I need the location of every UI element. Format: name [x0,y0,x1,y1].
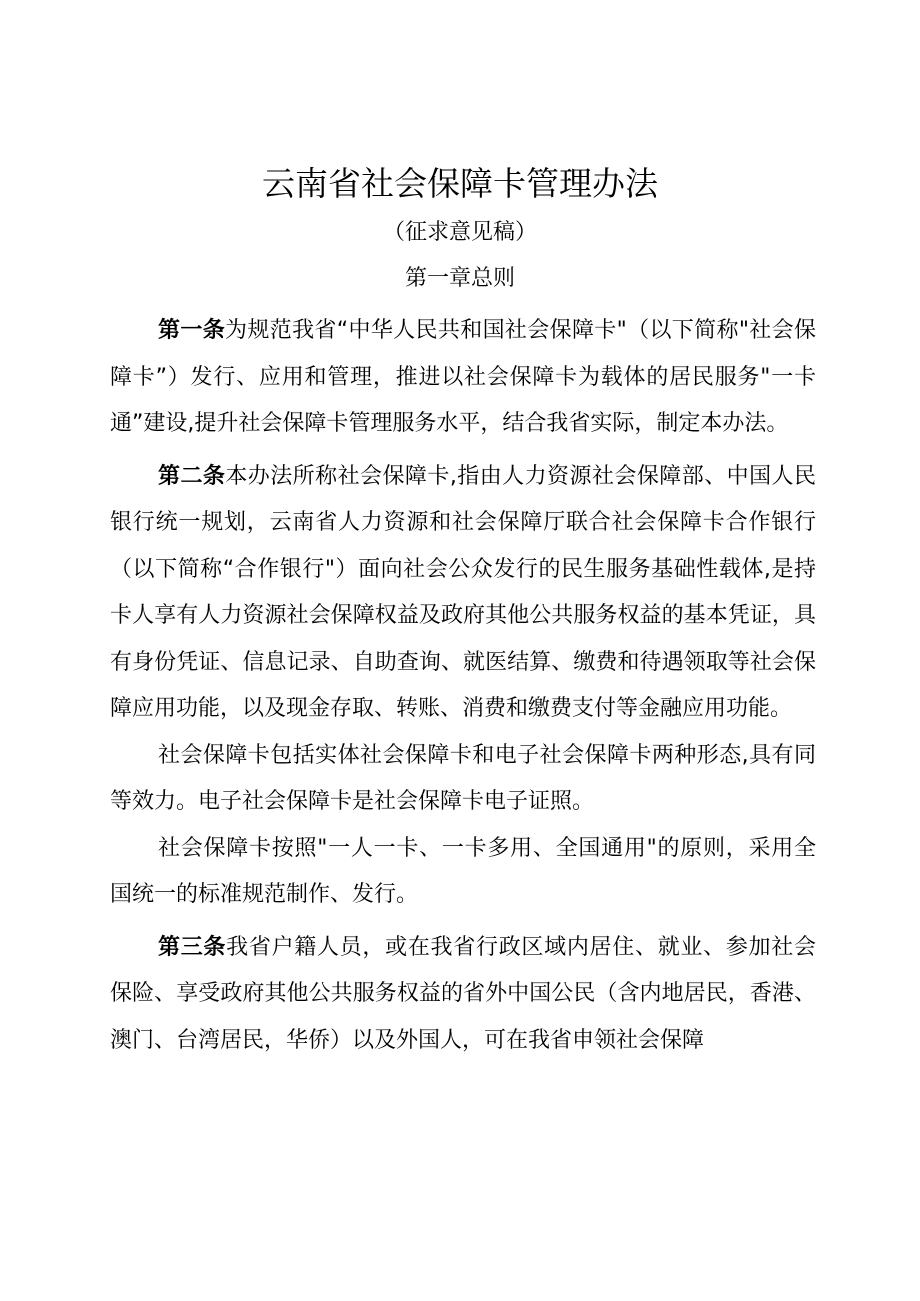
article-number: 第一条 [158,318,226,343]
paragraph-text: 我省户籍人员，或在我省行政区域内居住、就业、参加社会保险、享受政府其他公共服务权益的省外中国公民（含内地居民，香港、澳门、台湾居民，华侨）以及外国人，可在我省申领社会保障 [110,934,816,1053]
paragraph-text: 社会保障卡包括实体社会保障卡和电子社会保障卡两种形态,具有同等效力。电子社会保障卡是社会保障卡电子证照。 [110,742,816,814]
document-subtitle: （征求意见稿） [382,220,537,245]
paragraph-text: 本办法所称社会保障卡,指由人力资源社会保障部、中国人民银行统一规划，云南省人力资源和社会保障厅联合社会保障卡合作银行（以下简称“合作银行"）面向社会公众发行的民生服务基础性载体,是持卡人享有人力资源社会保障权益及政府其他公共服务权益的基本凭证，具有身份凭证、信息记录、自助查询、就医结算、缴费和待遇领取等社会保障应用功能，以及现金存取、转账、消费和缴费支付等金融应用功能。 [110,463,816,721]
article-number: 第二条 [158,463,226,489]
article-2-paragraph [110,454,816,733]
paragraph-text: 为规范我省“中华人民共和国社会保障卡"（以下简称"社会保障卡”）发行、应用和管理，推进以社会保障卡为载体的居民服务"一卡通”建设,提升社会保障卡管理服务水平，结合我省实际，制定本办法。 [110,318,816,436]
document-body [110,308,816,1064]
article-2-paragraph-3 [110,826,816,919]
chapter-title: 第一章总则 [404,266,515,291]
article-2-paragraph-2 [110,733,816,826]
article-1-paragraph [110,308,816,448]
document-title: 云南省社会保障卡管理办法 [262,164,658,203]
article-number: 第三条 [158,934,227,960]
article-3-paragraph [110,925,816,1065]
paragraph-text: 社会保障卡按照"一人一卡、一卡多用、全国通用"的原则，采用全国统一的标准规范制作、发行。 [110,835,816,907]
